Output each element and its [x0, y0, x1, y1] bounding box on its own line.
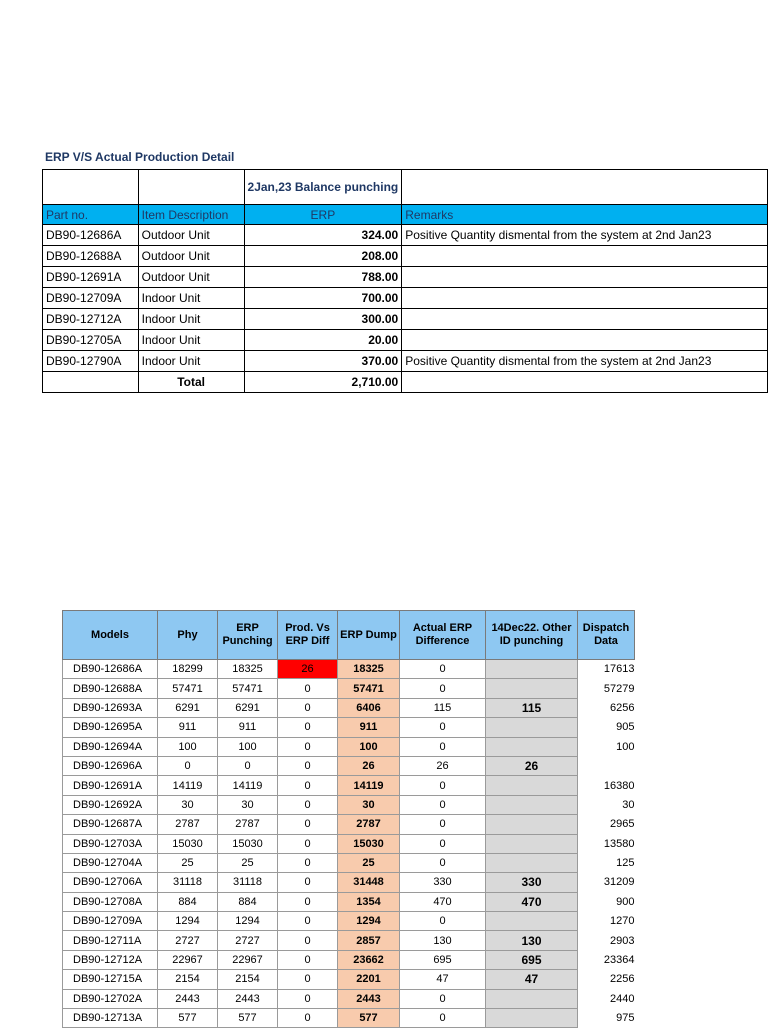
erp-dump-cell: 6406: [338, 698, 400, 717]
erp-value-cell: 788.00: [244, 267, 402, 288]
remarks-cell: [402, 309, 768, 330]
other-id-punching-cell: [486, 1009, 578, 1028]
dispatch-data-cell: 31209: [603, 876, 635, 889]
table-row: [63, 1009, 635, 1028]
actual-erp-difference-cell: 0: [400, 1009, 486, 1028]
actual-erp-difference-cell: 130: [400, 931, 486, 950]
erp-dump-cell: 577: [338, 1009, 400, 1028]
blank-cell: [402, 372, 768, 393]
other-id-punching-cell: [486, 679, 578, 698]
erp-punching-cell: 577: [218, 1009, 278, 1028]
blank-cell: [402, 170, 768, 205]
model-cell: DB90-12702A: [63, 989, 158, 1008]
table-row: [63, 718, 635, 737]
erp-punching-cell: 911: [218, 718, 278, 737]
erp-punching-cell: 30: [218, 795, 278, 814]
table-row: [43, 246, 768, 267]
model-cell: DB90-12704A: [63, 853, 158, 872]
actual-erp-difference-cell: 470: [400, 892, 486, 911]
table-row: [63, 970, 635, 989]
header-other-id-punching: 14Dec22. Other ID punching: [486, 611, 578, 660]
dispatch-data-cell: 125: [616, 857, 635, 870]
model-cell: DB90-12703A: [63, 834, 158, 853]
model-cell: DB90-12695A: [63, 718, 158, 737]
actual-erp-difference-cell: 47: [400, 970, 486, 989]
other-id-punching-cell: [486, 660, 578, 679]
erp-dump-cell: 911: [338, 718, 400, 737]
model-cell: DB90-12696A: [63, 756, 158, 775]
actual-erp-difference-cell: 0: [400, 737, 486, 756]
phy-cell: 2787: [158, 815, 218, 834]
erp-dump-cell: 2443: [338, 989, 400, 1008]
prod-vs-erp-diff-cell: 0: [278, 776, 338, 795]
erp-dump-cell: 14119: [338, 776, 400, 795]
phy-cell: 1294: [158, 912, 218, 931]
erp-dump-cell: 2787: [338, 815, 400, 834]
phy-cell: 2443: [158, 989, 218, 1008]
model-cell: DB90-12715A: [63, 970, 158, 989]
erp-dump-cell: 2857: [338, 931, 400, 950]
balance-header-row: [43, 170, 768, 205]
prod-vs-erp-diff-cell: 0: [278, 756, 338, 775]
phy-cell: 6291: [158, 698, 218, 717]
phy-cell: 100: [158, 737, 218, 756]
blank-cell: [43, 170, 139, 205]
part-no-cell: DB90-12790A: [43, 351, 139, 372]
erp-value-cell: 700.00: [244, 288, 402, 309]
actual-erp-difference-cell: 0: [400, 853, 486, 872]
erp-punching-cell: 0: [218, 756, 278, 775]
table-row: [43, 309, 768, 330]
erp-dump-cell: 30: [338, 795, 400, 814]
other-id-punching-cell: [486, 989, 578, 1008]
remarks-cell: Positive Quantity dismental from the system at 2nd Jan23: [402, 351, 768, 372]
prod-vs-erp-diff-cell: 0: [278, 815, 338, 834]
model-cell: DB90-12691A: [63, 776, 158, 795]
part-no-cell: DB90-12705A: [43, 330, 139, 351]
header-erp-dump: ERP Dump: [338, 611, 400, 660]
erp-punching-cell: 2727: [218, 931, 278, 950]
item-description-cell: Indoor Unit: [138, 330, 244, 351]
model-cell: DB90-12693A: [63, 698, 158, 717]
prod-vs-erp-diff-cell: 0: [278, 679, 338, 698]
erp-dump-cell: 26: [338, 756, 400, 775]
erp-punching-cell: 1294: [218, 912, 278, 931]
erp-dump-cell: 31448: [338, 873, 400, 892]
prod-vs-erp-diff-cell: 0: [278, 834, 338, 853]
prod-vs-erp-diff-cell: 0: [278, 795, 338, 814]
remarks-cell: [402, 330, 768, 351]
item-description-cell: Indoor Unit: [138, 351, 244, 372]
phy-cell: 2727: [158, 931, 218, 950]
erp-value-cell: 20.00: [244, 330, 402, 351]
prod-vs-erp-diff-cell: 0: [278, 853, 338, 872]
table-row: [63, 873, 635, 892]
other-id-punching-cell: 26: [486, 756, 578, 775]
erp-dump-cell: 25: [338, 853, 400, 872]
section-title: ERP V/S Actual Production Detail: [45, 150, 235, 164]
column-header-row: [43, 205, 768, 225]
item-description-cell: Indoor Unit: [138, 288, 244, 309]
dispatch-data-cell: 1270: [610, 915, 635, 928]
table-row: [63, 989, 635, 1008]
item-description-cell: Outdoor Unit: [138, 246, 244, 267]
prod-vs-erp-diff-cell: 0: [278, 970, 338, 989]
remarks-cell: [402, 246, 768, 267]
other-id-punching-cell: [486, 834, 578, 853]
part-no-cell: DB90-12691A: [43, 267, 139, 288]
table-row: [63, 776, 635, 795]
erp-dump-cell: 23662: [338, 950, 400, 969]
model-cell: DB90-12687A: [63, 815, 158, 834]
erp-value-cell: 370.00: [244, 351, 402, 372]
prod-vs-erp-diff-cell: 0: [278, 931, 338, 950]
table-row: [63, 756, 635, 775]
actual-erp-difference-cell: 0: [400, 795, 486, 814]
item-description-cell: Indoor Unit: [138, 309, 244, 330]
erp-value-cell: 300.00: [244, 309, 402, 330]
prod-vs-erp-diff-cell: 0: [278, 873, 338, 892]
prod-vs-erp-diff-cell: 0: [278, 737, 338, 756]
actual-erp-difference-cell: 0: [400, 815, 486, 834]
actual-erp-difference-cell: 330: [400, 873, 486, 892]
table-row: [63, 834, 635, 853]
actual-erp-difference-cell: 0: [400, 834, 486, 853]
table-row: [43, 267, 768, 288]
erp-dump-cell: 1354: [338, 892, 400, 911]
prod-vs-erp-diff-cell: 0: [278, 989, 338, 1008]
total-label: Total: [138, 372, 244, 393]
model-cell: DB90-12709A: [63, 912, 158, 931]
other-id-punching-cell: [486, 718, 578, 737]
dispatch-data-cell: 17613: [603, 663, 635, 676]
erp-value-cell: 324.00: [244, 225, 402, 246]
total-row: [43, 372, 768, 393]
dispatch-data-cell: 905: [616, 721, 635, 734]
part-no-cell: DB90-12712A: [43, 309, 139, 330]
table-row: [43, 351, 768, 372]
erp-punching-cell: 2154: [218, 970, 278, 989]
other-id-punching-cell: [486, 737, 578, 756]
erp-punching-cell: 2443: [218, 989, 278, 1008]
other-id-punching-cell: [486, 795, 578, 814]
erp-punching-cell: 14119: [218, 776, 278, 795]
dispatch-data-cell: 900: [616, 895, 635, 908]
remarks-cell: Positive Quantity dismental from the system at 2nd Jan23: [402, 225, 768, 246]
erp-punching-cell: 15030: [218, 834, 278, 853]
erp-balance-table: [42, 169, 768, 393]
actual-erp-difference-cell: 0: [400, 776, 486, 795]
table-row: [63, 912, 635, 931]
other-id-punching-cell: 130: [486, 931, 578, 950]
dispatch-data-cell: [578, 756, 635, 775]
dispatch-data-cell: 13580: [603, 837, 635, 850]
models-comparison-table: [62, 610, 635, 1028]
phy-cell: 577: [158, 1009, 218, 1028]
table-row: [63, 853, 635, 872]
dispatch-data-cell: 2903: [610, 934, 635, 947]
model-cell: DB90-12712A: [63, 950, 158, 969]
header-prod-vs-erp-diff: Prod. Vs ERP Diff: [278, 611, 338, 660]
table-row: [43, 288, 768, 309]
phy-cell: 15030: [158, 834, 218, 853]
actual-erp-difference-cell: 0: [400, 679, 486, 698]
phy-cell: 57471: [158, 679, 218, 698]
actual-erp-difference-cell: 695: [400, 950, 486, 969]
model-cell: DB90-12688A: [63, 679, 158, 698]
table-row: [63, 950, 635, 969]
phy-cell: 911: [158, 718, 218, 737]
model-cell: DB90-12706A: [63, 873, 158, 892]
table-row: [43, 225, 768, 246]
phy-cell: 22967: [158, 950, 218, 969]
dispatch-data-cell: 2440: [610, 992, 635, 1005]
table-row: [63, 698, 635, 717]
phy-cell: 31118: [158, 873, 218, 892]
prod-vs-erp-diff-cell: 0: [278, 1009, 338, 1028]
model-cell: DB90-12692A: [63, 795, 158, 814]
header-erp-punching: ERP Punching: [218, 611, 278, 660]
erp-dump-cell: 1294: [338, 912, 400, 931]
phy-cell: 25: [158, 853, 218, 872]
erp-punching-cell: 57471: [218, 679, 278, 698]
remarks-cell: [402, 288, 768, 309]
prod-vs-erp-diff-cell: 0: [278, 950, 338, 969]
other-id-punching-cell: 115: [486, 698, 578, 717]
dispatch-data-cell: 23364: [603, 954, 635, 967]
erp-dump-cell: 2201: [338, 970, 400, 989]
erp-dump-cell: 57471: [338, 679, 400, 698]
dispatch-data-cell: 30: [622, 798, 635, 811]
part-no-cell: DB90-12686A: [43, 225, 139, 246]
other-id-punching-cell: [486, 815, 578, 834]
header-actual-erp-difference: Actual ERP Difference: [400, 611, 486, 660]
remarks-cell: [402, 267, 768, 288]
header-dispatch-data: Dispatch Data: [578, 611, 635, 660]
table-row: [63, 679, 635, 698]
model-cell: DB90-12708A: [63, 892, 158, 911]
actual-erp-difference-cell: 0: [400, 660, 486, 679]
actual-erp-difference-cell: 0: [400, 912, 486, 931]
blank-cell: [138, 170, 244, 205]
dispatch-data-cell: 6256: [610, 701, 635, 714]
table-row: [63, 660, 635, 679]
prod-vs-erp-diff-cell: 0: [278, 912, 338, 931]
erp-punching-cell: 2787: [218, 815, 278, 834]
phy-cell: 2154: [158, 970, 218, 989]
header-erp: ERP: [244, 205, 402, 225]
model-cell: DB90-12694A: [63, 737, 158, 756]
erp-value-cell: 208.00: [244, 246, 402, 267]
part-no-cell: DB90-12709A: [43, 288, 139, 309]
other-id-punching-cell: 695: [486, 950, 578, 969]
item-description-cell: Outdoor Unit: [138, 267, 244, 288]
other-id-punching-cell: [486, 853, 578, 872]
erp-punching-cell: 884: [218, 892, 278, 911]
other-id-punching-cell: [486, 912, 578, 931]
phy-cell: 0: [158, 756, 218, 775]
total-value: 2,710.00: [244, 372, 402, 393]
prod-vs-erp-diff-cell: 0: [278, 718, 338, 737]
balance-header: 2Jan,23 Balance punching: [244, 170, 402, 205]
erp-dump-cell: 15030: [338, 834, 400, 853]
table-row: [63, 892, 635, 911]
phy-cell: 884: [158, 892, 218, 911]
table-row: [63, 795, 635, 814]
erp-punching-cell: 18325: [218, 660, 278, 679]
model-cell: DB90-12711A: [63, 931, 158, 950]
phy-cell: 30: [158, 795, 218, 814]
header-models: Models: [63, 611, 158, 660]
table-row: [43, 330, 768, 351]
actual-erp-difference-cell: 115: [400, 698, 486, 717]
prod-vs-erp-diff-cell: 0: [278, 698, 338, 717]
header-part-no: Part no.: [43, 205, 139, 225]
erp-punching-cell: 31118: [218, 873, 278, 892]
erp-punching-cell: 25: [218, 853, 278, 872]
table-row: [63, 737, 635, 756]
header-row: [63, 611, 635, 660]
phy-cell: 18299: [158, 660, 218, 679]
header-remarks: Remarks: [402, 205, 768, 225]
erp-dump-cell: 100: [338, 737, 400, 756]
other-id-punching-cell: 330: [486, 873, 578, 892]
table-row: [63, 815, 635, 834]
actual-erp-difference-cell: 26: [400, 756, 486, 775]
dispatch-data-cell: 975: [616, 1012, 635, 1025]
erp-dump-cell: 18325: [338, 660, 400, 679]
other-id-punching-cell: [486, 776, 578, 795]
header-phy: Phy: [158, 611, 218, 660]
actual-erp-difference-cell: 0: [400, 718, 486, 737]
dispatch-data-cell: 57279: [603, 682, 635, 695]
erp-punching-cell: 6291: [218, 698, 278, 717]
prod-vs-erp-diff-cell: 26: [278, 660, 338, 679]
phy-cell: 14119: [158, 776, 218, 795]
model-cell: DB90-12686A: [63, 660, 158, 679]
dispatch-data-cell: 100: [616, 740, 635, 753]
header-item-description: Item Description: [138, 205, 244, 225]
table-row: [63, 931, 635, 950]
other-id-punching-cell: 47: [486, 970, 578, 989]
other-id-punching-cell: 470: [486, 892, 578, 911]
erp-punching-cell: 100: [218, 737, 278, 756]
dispatch-data-cell: 16380: [603, 779, 635, 792]
dispatch-data-cell: 2256: [610, 973, 635, 986]
prod-vs-erp-diff-cell: 0: [278, 892, 338, 911]
item-description-cell: Outdoor Unit: [138, 225, 244, 246]
erp-punching-cell: 22967: [218, 950, 278, 969]
part-no-cell: DB90-12688A: [43, 246, 139, 267]
actual-erp-difference-cell: 0: [400, 989, 486, 1008]
model-cell: DB90-12713A: [63, 1009, 158, 1028]
dispatch-data-cell: 2965: [610, 818, 635, 831]
blank-cell: [43, 372, 139, 393]
